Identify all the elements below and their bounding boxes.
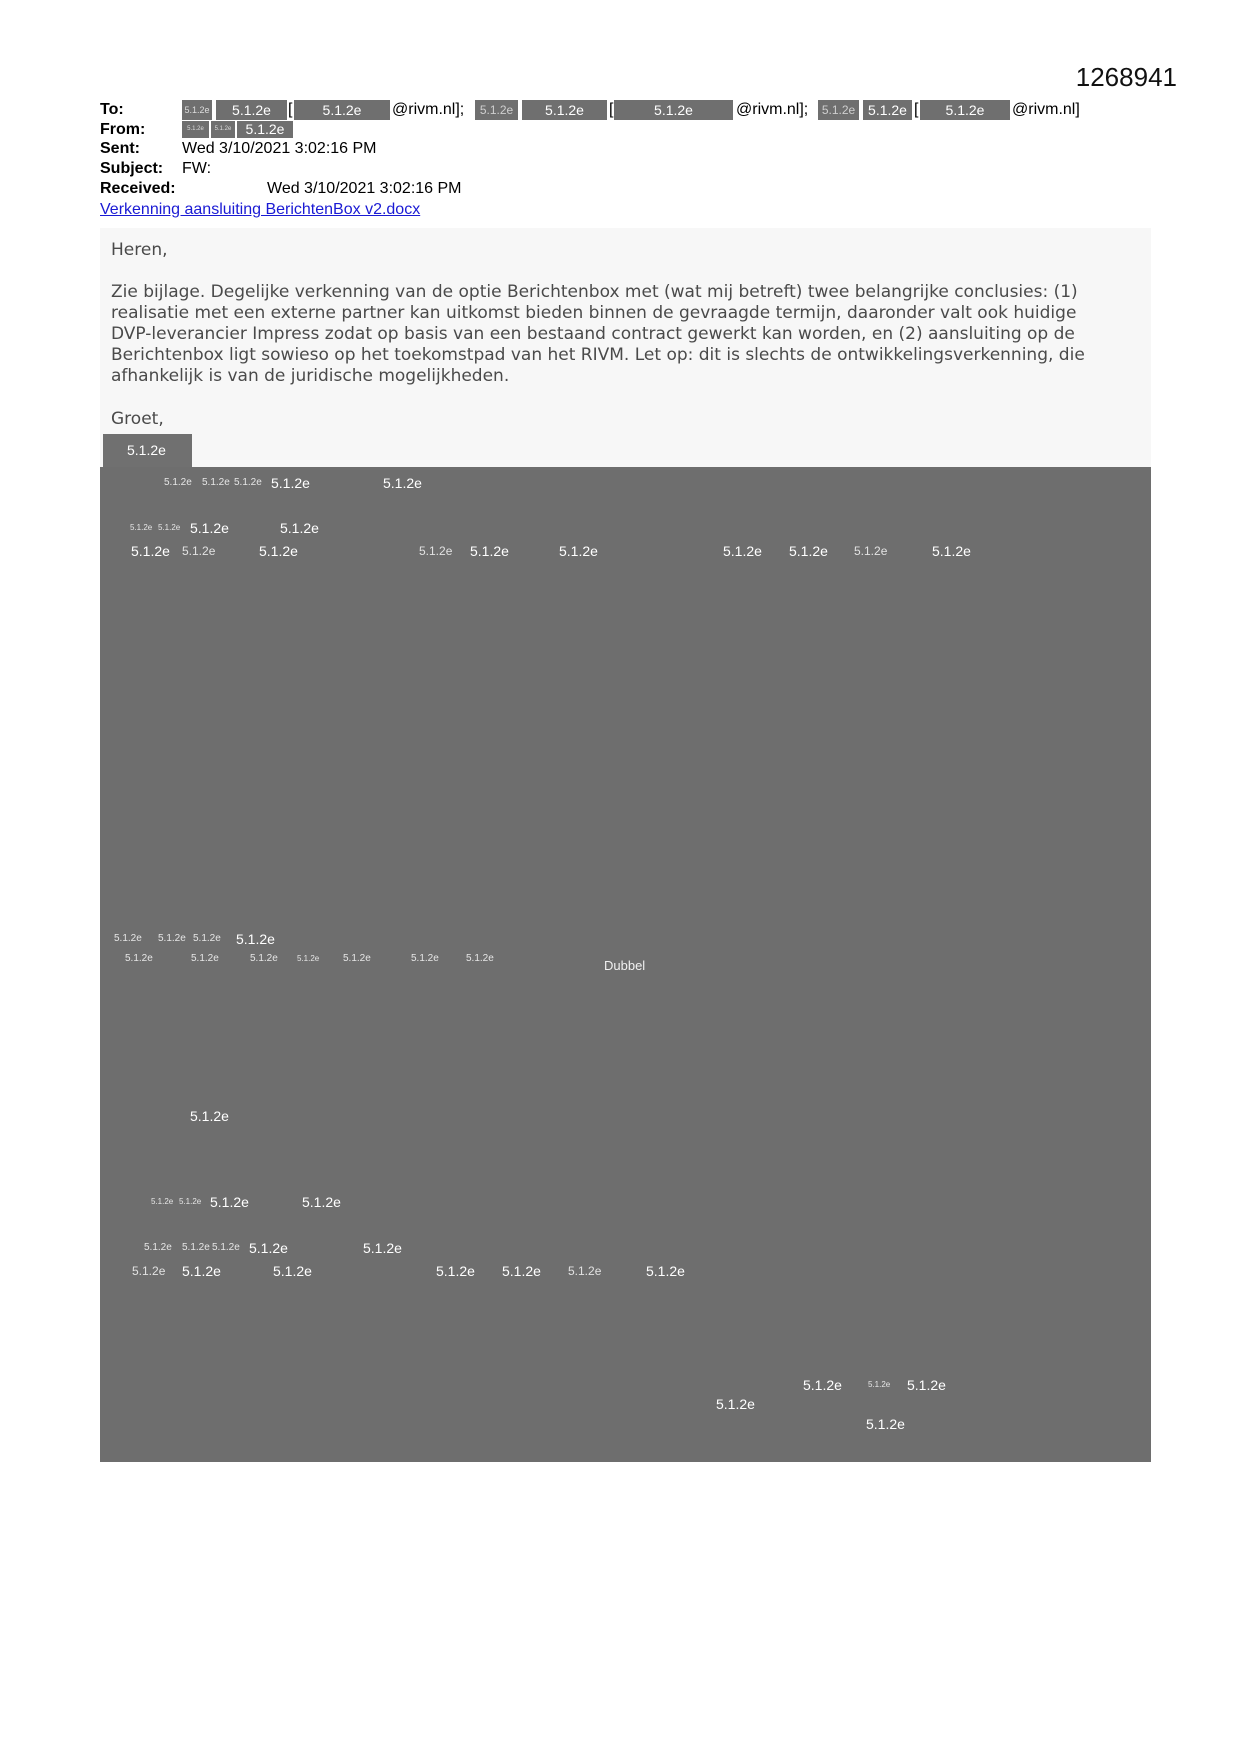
redaction-label: 5.1.2e: [114, 933, 142, 944]
body-paragraph-line: afhankelijk is van de juridische mogelijkheden.: [111, 366, 510, 386]
redaction-label: 5.1.2e: [559, 543, 598, 559]
body-paragraph-line: DVP-leverancier Impress zodat op basis van een bestaand contract gewerkt kan worden, en (2) aansluiting op de: [111, 324, 1075, 344]
sent-value: Wed 3/10/2021 3:02:16 PM: [182, 140, 377, 157]
redaction-label: 5.1.2e: [383, 475, 422, 491]
redaction-label: 5.1.2e: [182, 1242, 210, 1253]
header-label-sent: Sent:: [100, 140, 140, 157]
redaction-label: 5.1.2e: [144, 1242, 172, 1253]
redaction-label: 5.1.2e: [297, 954, 320, 963]
to-redaction-box: 5.1.2e: [475, 100, 518, 120]
to-redaction-box: 5.1.2e: [920, 100, 1010, 120]
header-label-subject: Subject:: [100, 160, 164, 177]
redaction-label: 5.1.2e: [273, 1263, 312, 1279]
header-label-received: Received:: [100, 180, 176, 197]
body-paragraph-line: Zie bijlage. Degelijke verkenning van de optie Berichtenbox met (wat mij betreft) twee belangrijke conclusies: (1): [111, 282, 1078, 302]
redacted-block: [100, 467, 1151, 1462]
redaction-label: 5.1.2e: [249, 1240, 288, 1256]
redaction-label: 5.1.2e: [436, 1263, 475, 1279]
redaction-label: 5.1.2e: [568, 1264, 602, 1278]
body-paragraph: [111, 282, 1085, 387]
body-paragraph-line: realisatie met een externe partner kan uitkomst bieden binnen de gevraagde termijn, daaronder valt ook huidige: [111, 303, 1077, 323]
redaction-label: 5.1.2e: [158, 933, 186, 944]
redaction-label: 5.1.2e: [130, 523, 153, 532]
redaction-label: 5.1.2e: [212, 1242, 240, 1253]
redaction-label: 5.1.2e: [125, 953, 153, 964]
from-redaction-box: 5.1.2e: [237, 121, 293, 138]
redaction-label: 5.1.2e: [411, 953, 439, 964]
greeting: Heren,: [111, 240, 168, 260]
redaction-label: 5.1.2e: [868, 1380, 891, 1389]
from-redaction-box: 5.1.2e: [211, 121, 235, 138]
redaction-label: 5.1.2e: [470, 543, 509, 559]
redaction-label: 5.1.2e: [716, 1396, 755, 1412]
redaction-label: 5.1.2e: [280, 520, 319, 536]
to-redaction-box: 5.1.2e: [614, 100, 733, 120]
to-redaction-box: 5.1.2e: [216, 100, 287, 120]
redaction-label: 5.1.2e: [164, 477, 192, 488]
to-redaction-box: 5.1.2e: [818, 100, 859, 120]
redaction-label: 5.1.2e: [182, 544, 216, 558]
redaction-label: 5.1.2e: [646, 1263, 685, 1279]
to-bracket: [: [609, 101, 614, 118]
redaction-label: 5.1.2e: [179, 1197, 202, 1206]
page-number: 1268941: [1075, 62, 1177, 92]
received-value: Wed 3/10/2021 3:02:16 PM: [267, 180, 462, 197]
redaction-label: 5.1.2e: [234, 477, 262, 488]
redaction-label: 5.1.2e: [158, 523, 181, 532]
redaction-label: 5.1.2e: [193, 933, 221, 944]
from-redaction-box: 5.1.2e: [182, 121, 209, 138]
to-email-domain: @rivm.nl]: [1012, 101, 1080, 118]
to-bracket: [: [914, 101, 919, 118]
redaction-label: 5.1.2e: [250, 953, 278, 964]
redaction-label: 5.1.2e: [182, 1263, 221, 1279]
redaction-label: 5.1.2e: [502, 1263, 541, 1279]
redaction-label: 5.1.2e: [210, 1194, 249, 1210]
redaction-label: 5.1.2e: [151, 1197, 174, 1206]
to-redaction-box: 5.1.2e: [182, 100, 212, 120]
to-redaction-box: 5.1.2e: [294, 100, 390, 120]
redaction-label: 5.1.2e: [132, 1264, 166, 1278]
redaction-label: 5.1.2e: [907, 1377, 946, 1393]
signature-redaction-tab: 5.1.2e: [103, 434, 192, 467]
to-email-domain: @rivm.nl];: [392, 101, 465, 118]
redaction-label: 5.1.2e: [803, 1377, 842, 1393]
redaction-label: 5.1.2e: [302, 1194, 341, 1210]
redaction-label: 5.1.2e: [419, 544, 453, 558]
redaction-label: 5.1.2e: [789, 543, 828, 559]
redaction-label: 5.1.2e: [190, 520, 229, 536]
header-label-to: To:: [100, 101, 124, 118]
redaction-note: Dubbel: [604, 958, 646, 973]
redaction-label: 5.1.2e: [191, 953, 219, 964]
attachment-link[interactable]: Verkenning aansluiting BerichtenBox v2.docx: [100, 201, 421, 218]
closing: Groet,: [111, 409, 164, 429]
redaction-label: 5.1.2e: [236, 931, 275, 947]
body-paragraph-line: Berichtenbox ligt sowieso op het toekomstpad van het RIVM. Let op: dit is slechts de ontwikkelingsverkenning, die: [111, 345, 1085, 365]
redaction-label: 5.1.2e: [466, 953, 494, 964]
to-redaction-box: 5.1.2e: [522, 100, 607, 120]
redaction-label: 5.1.2e: [363, 1240, 402, 1256]
to-email-domain: @rivm.nl];: [736, 101, 809, 118]
redaction-label: 5.1.2e: [723, 543, 762, 559]
redaction-label: 5.1.2e: [271, 475, 310, 491]
redaction-label: 5.1.2e: [202, 477, 230, 488]
redaction-label: 5.1.2e: [343, 953, 371, 964]
redaction-label: 5.1.2e: [854, 544, 888, 558]
subject-value: FW:: [182, 160, 212, 177]
header-label-from: From:: [100, 121, 146, 138]
to-redaction-box: 5.1.2e: [863, 100, 912, 120]
redaction-label: 5.1.2e: [190, 1108, 229, 1124]
redaction-label: 5.1.2e: [259, 543, 298, 559]
redaction-label: 5.1.2e: [866, 1416, 905, 1432]
to-bracket: [: [288, 101, 293, 118]
redaction-label: 5.1.2e: [932, 543, 971, 559]
redaction-label: 5.1.2e: [131, 543, 170, 559]
